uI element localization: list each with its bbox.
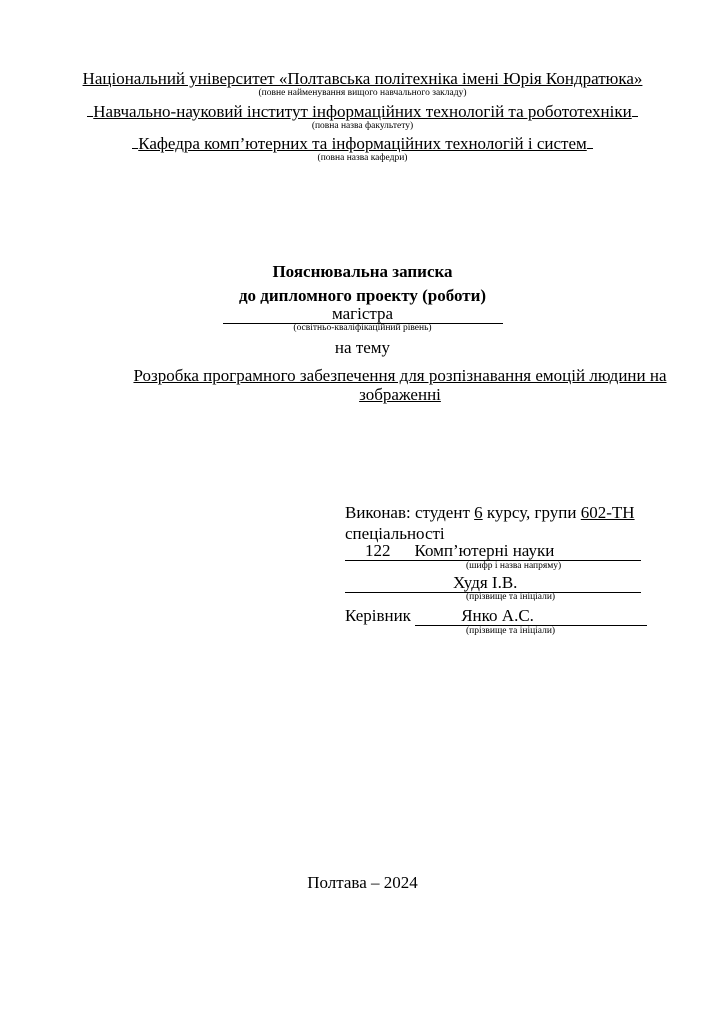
supervisor-name: Янко А.С. — [461, 606, 534, 625]
level-caption: (освітньо-кваліфікаційний рівень) — [293, 323, 432, 333]
institute-name: Навчально-науковий інститут інформаційних технологій та робототехніки — [93, 102, 632, 121]
group-value: 602-ТН — [580, 503, 635, 522]
course-value: 6 — [474, 503, 483, 522]
supervisor-caption: (прізвище та ініціали) — [466, 626, 556, 636]
specialty-caption: (шифр і назва напряму) — [466, 561, 562, 571]
student-name: Худя І.В. — [453, 573, 518, 592]
department-name: Кафедра комп’ютерних та інформаційних технологій і систем — [138, 134, 587, 153]
level-value: магістра — [331, 304, 394, 323]
specialty-code: 122 — [365, 541, 391, 560]
thesis-topic: Розробка програмного забезпечення для розпізнавання емоцій людини на зображенні — [133, 366, 667, 404]
university-name: Національний університет «Полтавська політехніка імені Юрія Кондратюка» — [82, 69, 643, 88]
course-group-label: курсу, групи — [486, 503, 577, 522]
student-course-line — [345, 503, 635, 522]
level-line — [0, 304, 725, 324]
title-line1: Пояснювальна записка — [272, 262, 453, 281]
supervisor-label: Керівник — [345, 606, 411, 625]
institute-line — [0, 102, 725, 121]
institute-caption: (повна назва факультету) — [311, 121, 414, 131]
specialty-label: спеціальності — [345, 524, 445, 543]
on-topic-label: на тему — [334, 338, 391, 357]
university-caption: (повне найменування вищого навчального закладу) — [258, 88, 467, 98]
department-line — [0, 134, 725, 153]
specialty-line — [345, 541, 641, 561]
student-caption: (прізвище та ініціали) — [466, 592, 556, 602]
done-by-label: Виконав: студент — [345, 503, 470, 522]
department-caption: (повна назва кафедри) — [317, 153, 408, 163]
specialty-name: Комп’ютерні науки — [414, 541, 555, 560]
supervisor-line — [345, 606, 647, 626]
city-year: Полтава – 2024 — [307, 873, 418, 892]
title-line2: до дипломного проекту (роботи) — [238, 286, 487, 305]
student-name-line — [345, 573, 641, 593]
